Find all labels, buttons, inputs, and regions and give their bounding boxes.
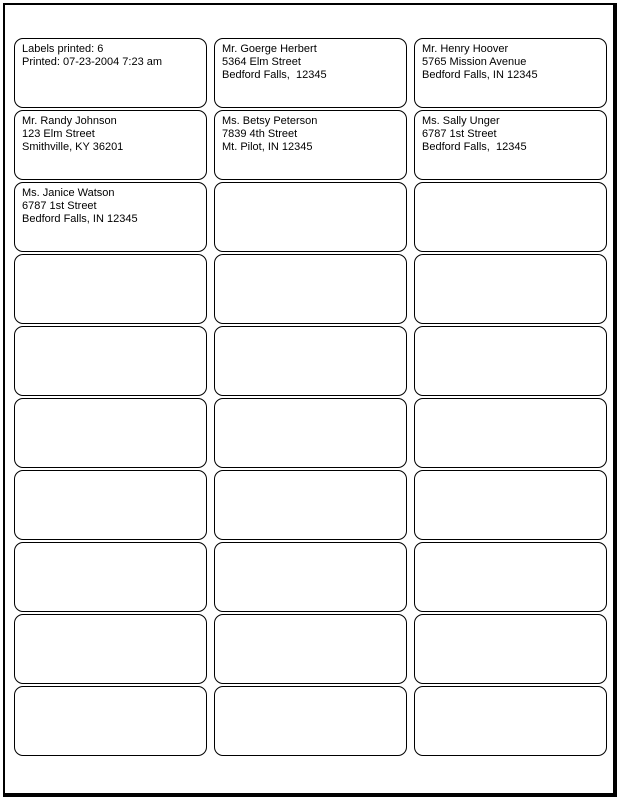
empty-label-cell: [14, 470, 207, 540]
label-line: Mr. Randy Johnson: [22, 115, 117, 127]
empty-label-cell: [414, 614, 607, 684]
empty-label-cell: [214, 686, 407, 756]
empty-label-cell: [14, 542, 207, 612]
empty-label-cell: [14, 614, 207, 684]
label-grid: [14, 38, 607, 756]
empty-label-cell: [414, 470, 607, 540]
empty-label-cell: [414, 254, 607, 324]
empty-label-cell: [414, 398, 607, 468]
address-label-betsy-peterson: [214, 110, 407, 180]
label-line: Mt. Pilot, IN 12345: [222, 141, 313, 153]
label-line: Mr. Henry Hoover: [422, 43, 509, 55]
empty-label-cell: [214, 398, 407, 468]
empty-label-cell: [414, 542, 607, 612]
label-line: 6787 1st Street: [422, 128, 497, 140]
empty-label-cell: [414, 182, 607, 252]
label-line: Ms. Janice Watson: [22, 187, 115, 199]
label-line: Bedford Falls, 12345: [222, 69, 327, 81]
empty-label-cell: [414, 326, 607, 396]
label-line: 123 Elm Street: [22, 128, 95, 140]
label-line: Bedford Falls, IN 12345: [22, 213, 138, 225]
label-line: Bedford Falls, 12345: [422, 141, 527, 153]
label-line: Ms. Betsy Peterson: [222, 115, 318, 127]
empty-label-cell: [14, 326, 207, 396]
address-label-janice-watson: [14, 182, 207, 252]
label-line: 5364 Elm Street: [222, 56, 301, 68]
label-sheet-page: [3, 3, 617, 797]
label-line: Labels printed: 6: [22, 43, 104, 55]
label-line: 5765 Mission Avenue: [422, 56, 527, 68]
empty-label-cell: [214, 182, 407, 252]
empty-label-cell: [214, 470, 407, 540]
empty-label-cell: [214, 254, 407, 324]
label-line: Smithville, KY 36201: [22, 141, 124, 153]
address-label-henry-hoover: [414, 38, 607, 108]
empty-label-cell: [414, 686, 607, 756]
print-summary-label: [14, 38, 207, 108]
empty-label-cell: [14, 398, 207, 468]
address-label-randy-johnson: [14, 110, 207, 180]
label-line: Mr. Goerge Herbert: [222, 43, 317, 55]
empty-label-cell: [14, 254, 207, 324]
label-line: 6787 1st Street: [22, 200, 97, 212]
empty-label-cell: [214, 614, 407, 684]
empty-label-cell: [214, 542, 407, 612]
empty-label-cell: [214, 326, 407, 396]
empty-label-cell: [14, 686, 207, 756]
label-line: 7839 4th Street: [222, 128, 298, 140]
address-label-goerge-herbert: [214, 38, 407, 108]
address-label-sally-unger: [414, 110, 607, 180]
label-line: Bedford Falls, IN 12345: [422, 69, 538, 81]
label-line: Ms. Sally Unger: [422, 115, 500, 127]
label-line: Printed: 07-23-2004 7:23 am: [22, 56, 163, 68]
